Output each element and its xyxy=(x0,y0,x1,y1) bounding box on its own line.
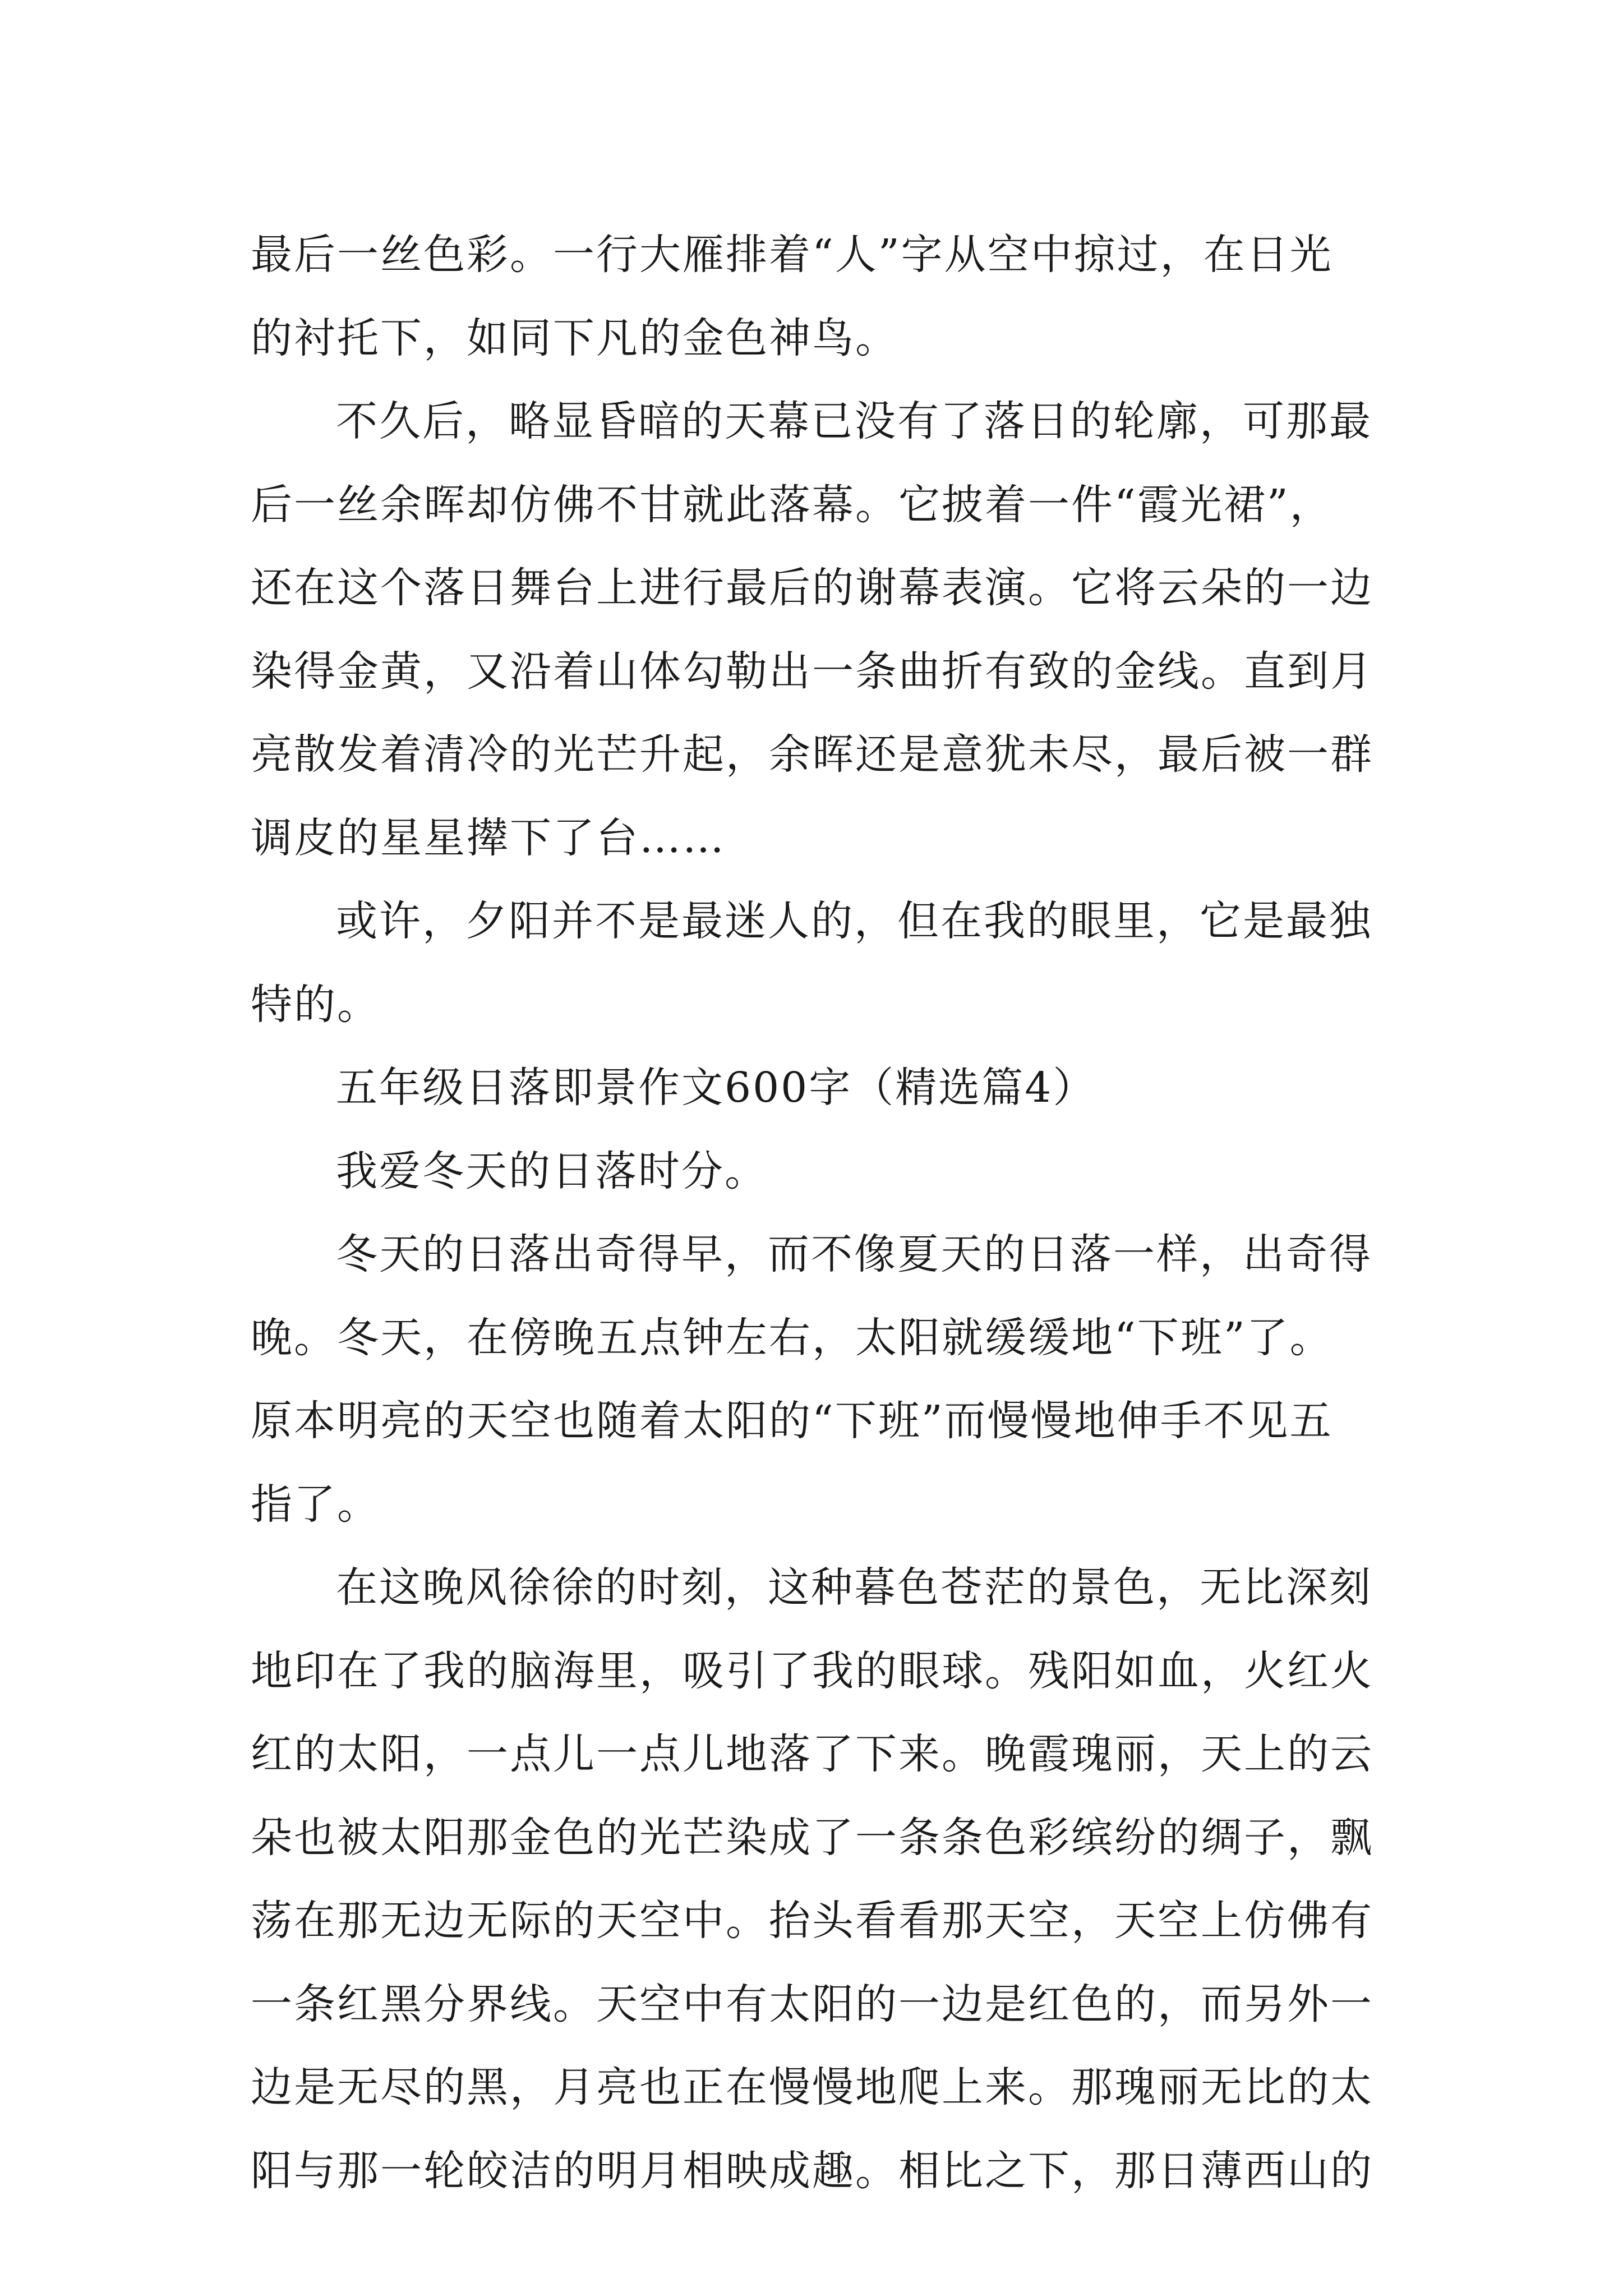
text-line: 最后一丝色彩。一行大雁排着“人”字从空中掠过，在日光 xyxy=(251,231,1333,279)
text-line: 朵也被太阳那金色的光芒染成了一条条色彩缤纷的绸子，飘 xyxy=(251,1813,1373,1862)
text-line: 晚。冬天，在傍晚五点钟左右，太阳就缓缓地“下班”了。 xyxy=(251,1313,1333,1362)
paragraph-start-line: 或许，夕阳并不是最迷人的，但在我的眼里，它是最独 xyxy=(336,897,1372,945)
text-line: 的衬托下，如同下凡的金色神鸟。 xyxy=(251,314,898,362)
essay-body xyxy=(251,213,1395,2212)
text-line: 后一丝余晖却仿佛不甘就此落幕。它披着一件“霞光裙”， xyxy=(251,480,1333,529)
text-line: 还在这个落日舞台上进行最后的谢幕表演。它将云朵的一边 xyxy=(251,564,1373,612)
paragraph-start-line: 冬天的日落出奇得早，而不像夏天的日落一样，出奇得 xyxy=(336,1230,1372,1278)
text-line: 原本明亮的天空也随着太阳的“下班”而慢慢地伸手不见五 xyxy=(251,1397,1333,1445)
text-line: 一条红黑分界线。天空中有太阳的一边是红色的，而另外一 xyxy=(251,1980,1373,2028)
text-line: 染得金黄，又沿着山体勾勒出一条曲折有致的金线。直到月 xyxy=(251,647,1373,696)
text-line: 亮散发着清冷的光芒升起，余晖还是意犹未尽，最后被一群 xyxy=(251,730,1373,779)
text-line: 边是无尽的黑，月亮也正在慢慢地爬上来。那瑰丽无比的太 xyxy=(251,2063,1373,2111)
text-line: 特的。 xyxy=(251,980,380,1029)
text-line: 地印在了我的脑海里，吸引了我的眼球。残阳如血，火红火 xyxy=(251,1646,1373,1695)
text-line: 荡在那无边无际的天空中。抬头看看那天空，天空上仿佛有 xyxy=(251,1897,1373,1945)
paragraph-start-line: 在这晚风徐徐的时刻，这种暮色苍茫的景色，无比深刻 xyxy=(336,1563,1372,1612)
section-heading: 五年级日落即景作文600字（精选篇4） xyxy=(336,1064,1096,1112)
paragraph-start-line: 不久后，略显昏暗的天幕已没有了落日的轮廓，可那最 xyxy=(336,397,1372,445)
text-line: 调皮的星星撵下了台…… xyxy=(251,813,726,862)
text-line: 阳与那一轮皎洁的明月相映成趣。相比之下，那日薄西山的 xyxy=(251,2146,1373,2195)
text-line: 指了。 xyxy=(251,1480,380,1529)
text-line: 红的太阳，一点儿一点儿地落了下来。晚霞瑰丽，天上的云 xyxy=(251,1730,1373,1778)
paragraph-start-line: 我爱冬天的日落时分。 xyxy=(336,1147,768,1195)
